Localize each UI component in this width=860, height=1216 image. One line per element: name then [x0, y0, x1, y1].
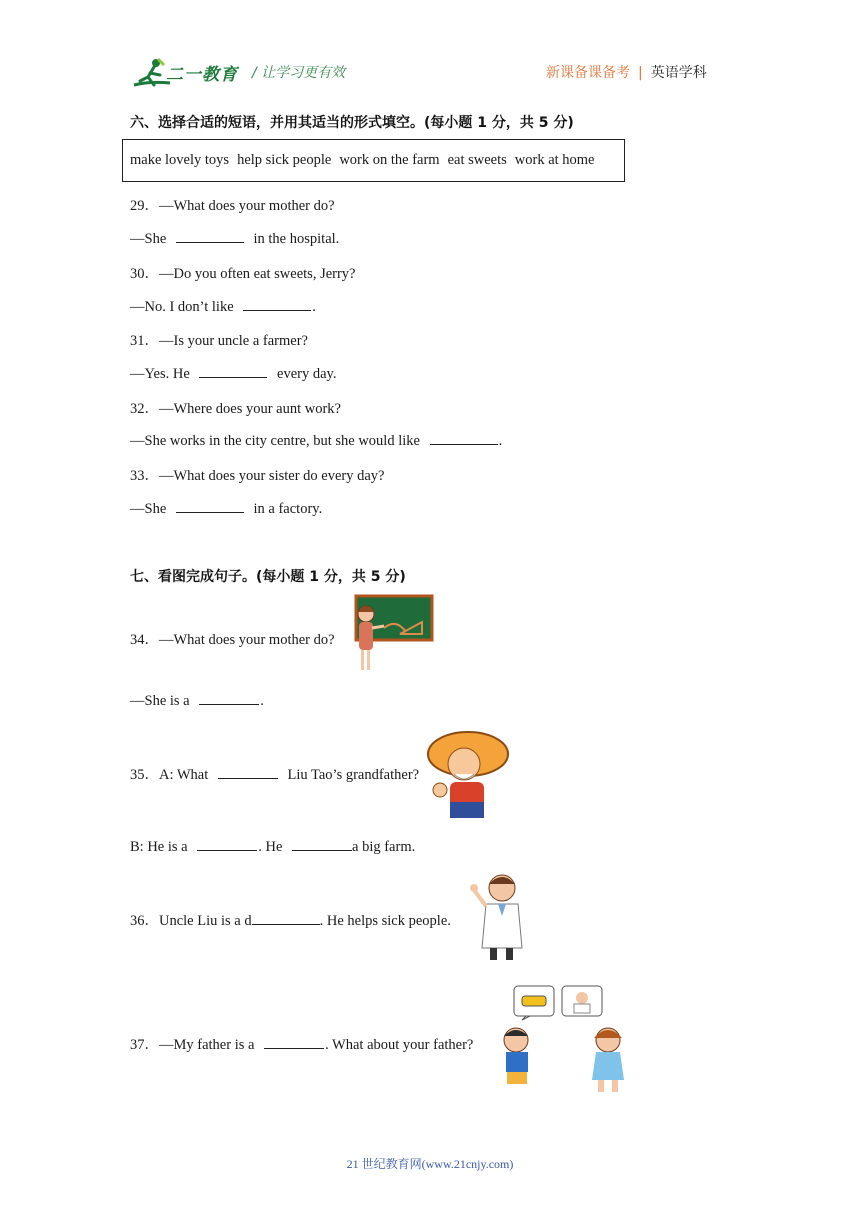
- phrase-box: [122, 139, 625, 182]
- answer-suffix: every day.: [277, 366, 337, 382]
- answer-blank[interactable]: [197, 836, 257, 851]
- question-suffix: . He helps sick people.: [319, 913, 451, 929]
- answer-suffix: in the hospital.: [253, 231, 340, 247]
- answer-suffix: in a factory.: [253, 501, 323, 517]
- answer-blank[interactable]: [430, 430, 498, 445]
- question-prefix: 37．—My father is a: [130, 1037, 255, 1053]
- question-35: [130, 763, 419, 784]
- answer-suffix: .: [260, 693, 264, 709]
- farmer-illustration: [424, 724, 510, 820]
- phrase-item: help sick people: [237, 152, 332, 168]
- answer-blank[interactable]: [264, 1034, 324, 1049]
- question-29: 29．—What does your mother do?: [130, 198, 335, 214]
- answer-29: [130, 228, 339, 248]
- children-illustration: [490, 984, 634, 1098]
- answer-32: [130, 430, 502, 450]
- answer-34: [130, 690, 264, 710]
- answer-35: [130, 836, 415, 856]
- phrase-item: eat sweets: [447, 152, 507, 168]
- answer-prefix: —She works in the city centre, but she would like: [130, 433, 420, 449]
- header-separator: |: [638, 65, 643, 81]
- teacher-illustration: [350, 594, 434, 674]
- phrase-item: work at home: [514, 152, 595, 168]
- answer-30: [130, 296, 316, 316]
- question-suffix: Liu Tao’s grandfather?: [287, 767, 420, 783]
- header-subject: 英语学科: [650, 65, 707, 81]
- answer-blank[interactable]: [292, 836, 352, 851]
- answer-blank[interactable]: [243, 296, 311, 311]
- answer-suffix: .: [312, 299, 316, 315]
- answer-prefix: —No. I don’t like: [130, 299, 234, 315]
- answer-blank[interactable]: [252, 910, 320, 925]
- section-6-title: 六、选择合适的短语，并用其适当的形式填空。(每小题 1 分，共 5 分): [130, 115, 574, 131]
- answer-31: [130, 363, 336, 383]
- answer-blank[interactable]: [199, 363, 267, 378]
- footer-text: 21 世纪教育网(www.21cnjy.com): [346, 1157, 514, 1171]
- question-suffix: . What about your father?: [325, 1037, 474, 1053]
- question-34: 34．—What does your mother do?: [130, 632, 335, 648]
- question-30: 30．—Do you often eat sweets, Jerry?: [130, 266, 356, 282]
- answer-33: [130, 498, 322, 518]
- answer-suffix: .: [498, 433, 503, 449]
- question-prefix: 35．A: What: [130, 767, 209, 783]
- question-36: [130, 909, 451, 930]
- question-32: 32．—Where does your aunt work?: [130, 401, 341, 417]
- answer-suffix: a big farm.: [352, 839, 416, 855]
- answer-blank[interactable]: [176, 498, 244, 513]
- header-slogan: / 让学习更有效: [252, 65, 346, 81]
- question-prefix: 36．Uncle Liu is a d: [130, 913, 252, 929]
- answer-blank[interactable]: [176, 228, 244, 243]
- phrase-item: make lovely toys: [130, 152, 230, 168]
- question-31: 31．—Is your uncle a farmer?: [130, 333, 308, 349]
- answer-middle: . He: [258, 839, 283, 855]
- answer-blank[interactable]: [218, 764, 278, 779]
- header-right: [546, 62, 707, 82]
- phrase-item: work on the farm: [339, 152, 440, 168]
- answer-prefix: B: He is a: [130, 839, 188, 855]
- logo-text: 二一教育: [166, 65, 238, 85]
- answer-blank[interactable]: [199, 690, 259, 705]
- question-33: 33．—What does your sister do every day?: [130, 468, 385, 484]
- answer-prefix: —She: [130, 501, 167, 517]
- section-7-title: 七、看图完成句子。(每小题 1 分，共 5 分): [130, 569, 406, 585]
- header-right-label: 新课备课备考: [546, 65, 630, 81]
- answer-prefix: —She: [130, 231, 167, 247]
- question-37: [130, 1033, 473, 1054]
- answer-prefix: —Yes. He: [130, 366, 190, 382]
- answer-prefix: —She is a: [130, 693, 190, 709]
- doctor-illustration: [468, 870, 532, 962]
